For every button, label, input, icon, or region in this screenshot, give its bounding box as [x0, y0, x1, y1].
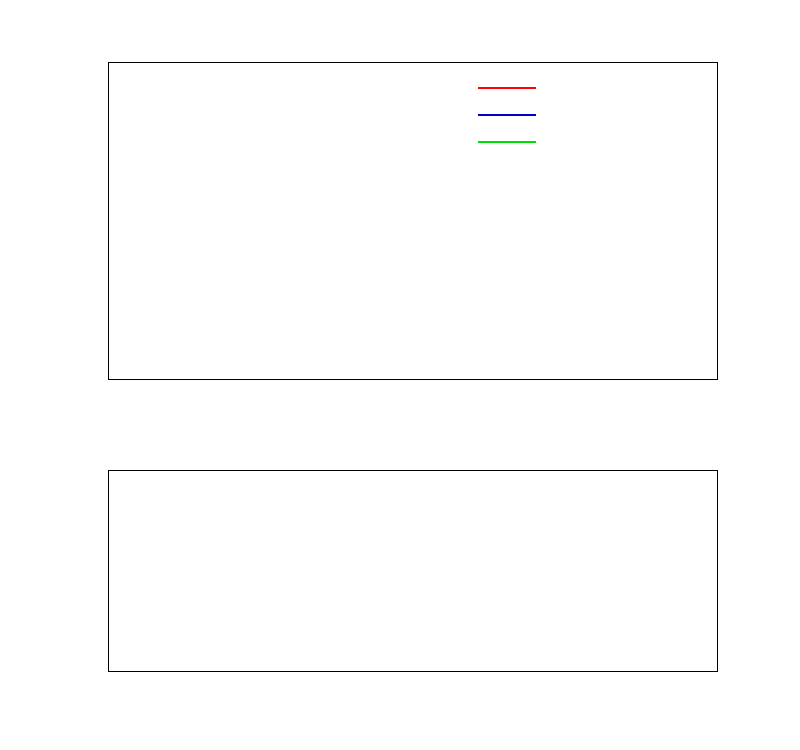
- legend-line-rmse: [478, 87, 536, 89]
- counts-y-axis-labels: [52, 470, 100, 672]
- legend-line-sprd: [478, 114, 536, 116]
- counts-y-axis-title: [0, 470, 24, 672]
- stats-plot-canvas: [108, 62, 718, 380]
- stats-y-axis-labels: [52, 62, 100, 380]
- counts-plot-canvas: [108, 470, 718, 672]
- legend-line-bias: [478, 141, 536, 143]
- stats-plot-panel: [108, 62, 718, 380]
- counts-plot-panel: [108, 470, 718, 672]
